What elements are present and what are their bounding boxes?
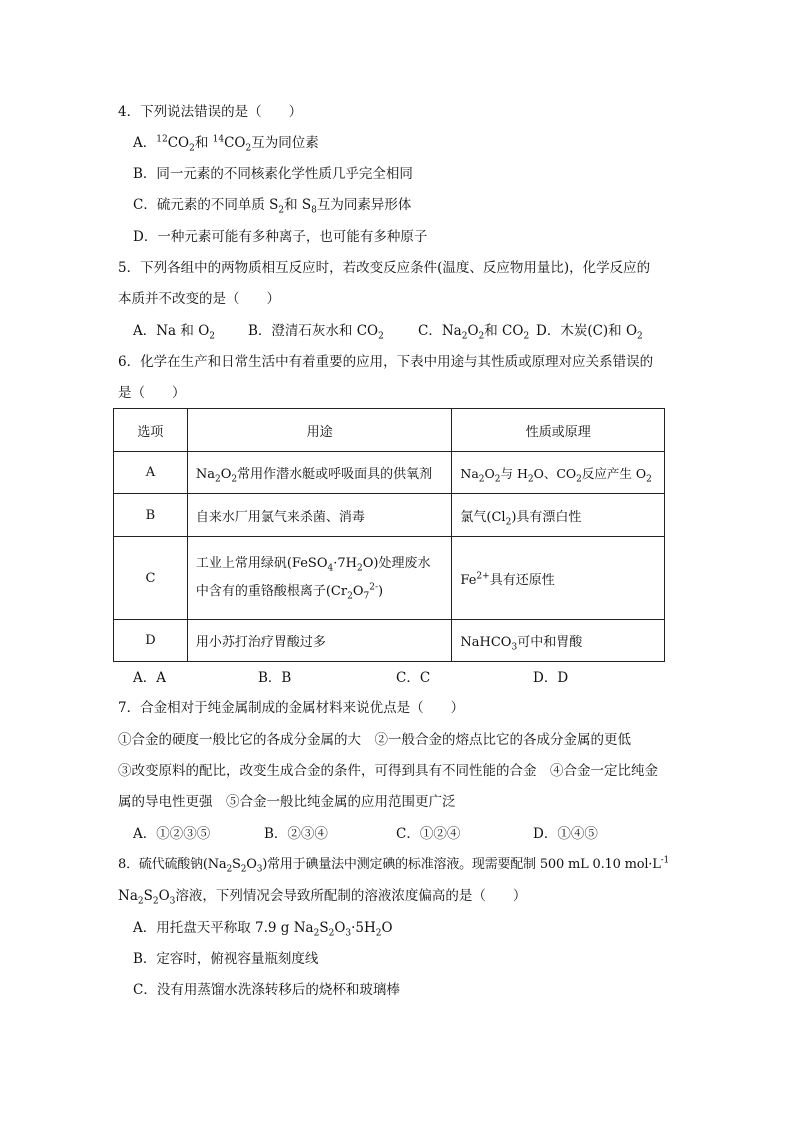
q4-option-d: D．一种元素可能有多种离子，也可能有多种原子 [133, 229, 428, 245]
q7-answer-d: D．①④⑤ [533, 826, 598, 842]
q6-answer-c: C．C [396, 670, 431, 686]
q6-answer-d: D．D [533, 670, 569, 686]
q4-option-a: A．$^{12}CO_2$和 $^{14}CO_2$互为同位素 [133, 134, 319, 154]
q8-stem-line1: 8．硫代硫酸钠$(Na_2S_2O_3)$常用于碘量法中测定碘的标准溶液。现需要配制 500 mL 0.10 $mol\cdot L^{-1}$ [118, 855, 670, 875]
q8-option-a: A．用托盘天平称取 7.9 g $Na_2S_2O_3\cdot 5H_2O$ [133, 920, 393, 939]
q4-option-b: B．同一元素的不同核素化学性质几乎完全相同 [133, 166, 413, 182]
q5-option-a: A．Na 和 $O_2$ [133, 323, 215, 342]
table-row [114, 537, 665, 620]
table-row [114, 452, 665, 494]
row-c-use-line2: 中含有的重铬酸根离子$(Cr_2O_7^{2-})$ [195, 582, 384, 602]
row-d-property: NaHCO$_3$可中和胃酸 [452, 620, 665, 662]
header-property: 性质或原理 [452, 409, 665, 452]
q5-option-c: C．$Na_2O_2$和 $CO_2$ [418, 323, 530, 342]
q5-option-d: D．木炭(C)和 $O_2$ [536, 323, 643, 342]
row-b-use: 自来水厂用氯气来杀菌、消毒 [187, 494, 452, 537]
header-use: 用途 [187, 409, 452, 452]
row-c-use-line1: 工业上常用绿矾$(FeSO_4\cdot 7H_2O)$处理废水 [195, 556, 431, 574]
q4-stem: 4．下列说法错误的是（ ） [118, 104, 303, 120]
row-d-use: 用小苏打治疗胃酸过多 [187, 620, 452, 662]
row-a-option: A [114, 452, 188, 494]
row-d-option: D [114, 620, 188, 662]
q8-option-c: C．没有用蒸馏水洗涤转移后的烧杯和玻璃棒 [133, 982, 400, 998]
row-a-property: $Na_2O_2$与 $H_2O$、$CO_2$反应产生 $O_2$ [452, 452, 665, 494]
table-header-row [114, 409, 665, 452]
q7-answer-b: B．②③④ [264, 826, 328, 842]
table-row [114, 494, 665, 537]
row-c-use [187, 537, 452, 620]
q7-statement-line3: 属的导电性更强 ⑤合金一般比纯金属的应用范围更广泛 [118, 794, 456, 810]
row-a-use: $Na_2O_2$常用作潜水艇或呼吸面具的供氧剂 [187, 452, 452, 494]
q7-answer-c: C．①②④ [396, 826, 461, 842]
q8-option-b: B．定容时，俯视容量瓶刻度线 [133, 951, 319, 967]
row-c-property: $Fe^{2+}$具有还原性 [452, 537, 665, 620]
q6-answer-a: A．A [133, 670, 166, 686]
q7-stem: 7．合金相对于纯金属制成的金属材料来说优点是（ ） [118, 700, 465, 716]
table-row [114, 620, 665, 662]
q6-answer-b: B．B [258, 670, 292, 686]
q4-option-c: C．硫元素的不同单质 $S_2$和 $S_8$互为同素异形体 [133, 197, 412, 216]
q7-statement-line2: ③改变原料的配比，改变生成合金的条件，可得到具有不同性能的合金 ④合金一定比纯金 [118, 763, 658, 779]
q5-stem-line2: 本质并不改变的是（ ） [118, 291, 280, 307]
q5-option-b: B．澄清石灰水和 $CO_2$ [248, 323, 384, 342]
q7-statement-line1: ①合金的硬度一般比它的各成分金属的大 ②一般合金的熔点比它的各成分金属的更低 [118, 732, 631, 748]
row-b-option: B [114, 494, 188, 537]
q6-stem-line1: 6．化学在生产和日常生活中有着重要的应用，下表中用途与其性质或原理对应关系错误的 [118, 354, 654, 370]
header-option: 选项 [114, 409, 188, 452]
q6-stem-line2: 是（ ） [118, 385, 186, 401]
row-c-option: C [114, 537, 188, 620]
q6-table [113, 408, 665, 662]
q8-stem-line2: $Na_2S_2O_3$溶液，下列情况会导致所配制的溶液浓度偏高的是（ ） [118, 888, 527, 907]
q5-stem-line1: 5．下列各组中的两物质相互反应时，若改变反应条件(温度、反应物用量比)，化学反应的 [118, 260, 651, 276]
q7-answer-a: A．①②③⑤ [133, 826, 211, 842]
row-b-property: 氯气$(Cl_2)$具有漂白性 [452, 494, 665, 537]
